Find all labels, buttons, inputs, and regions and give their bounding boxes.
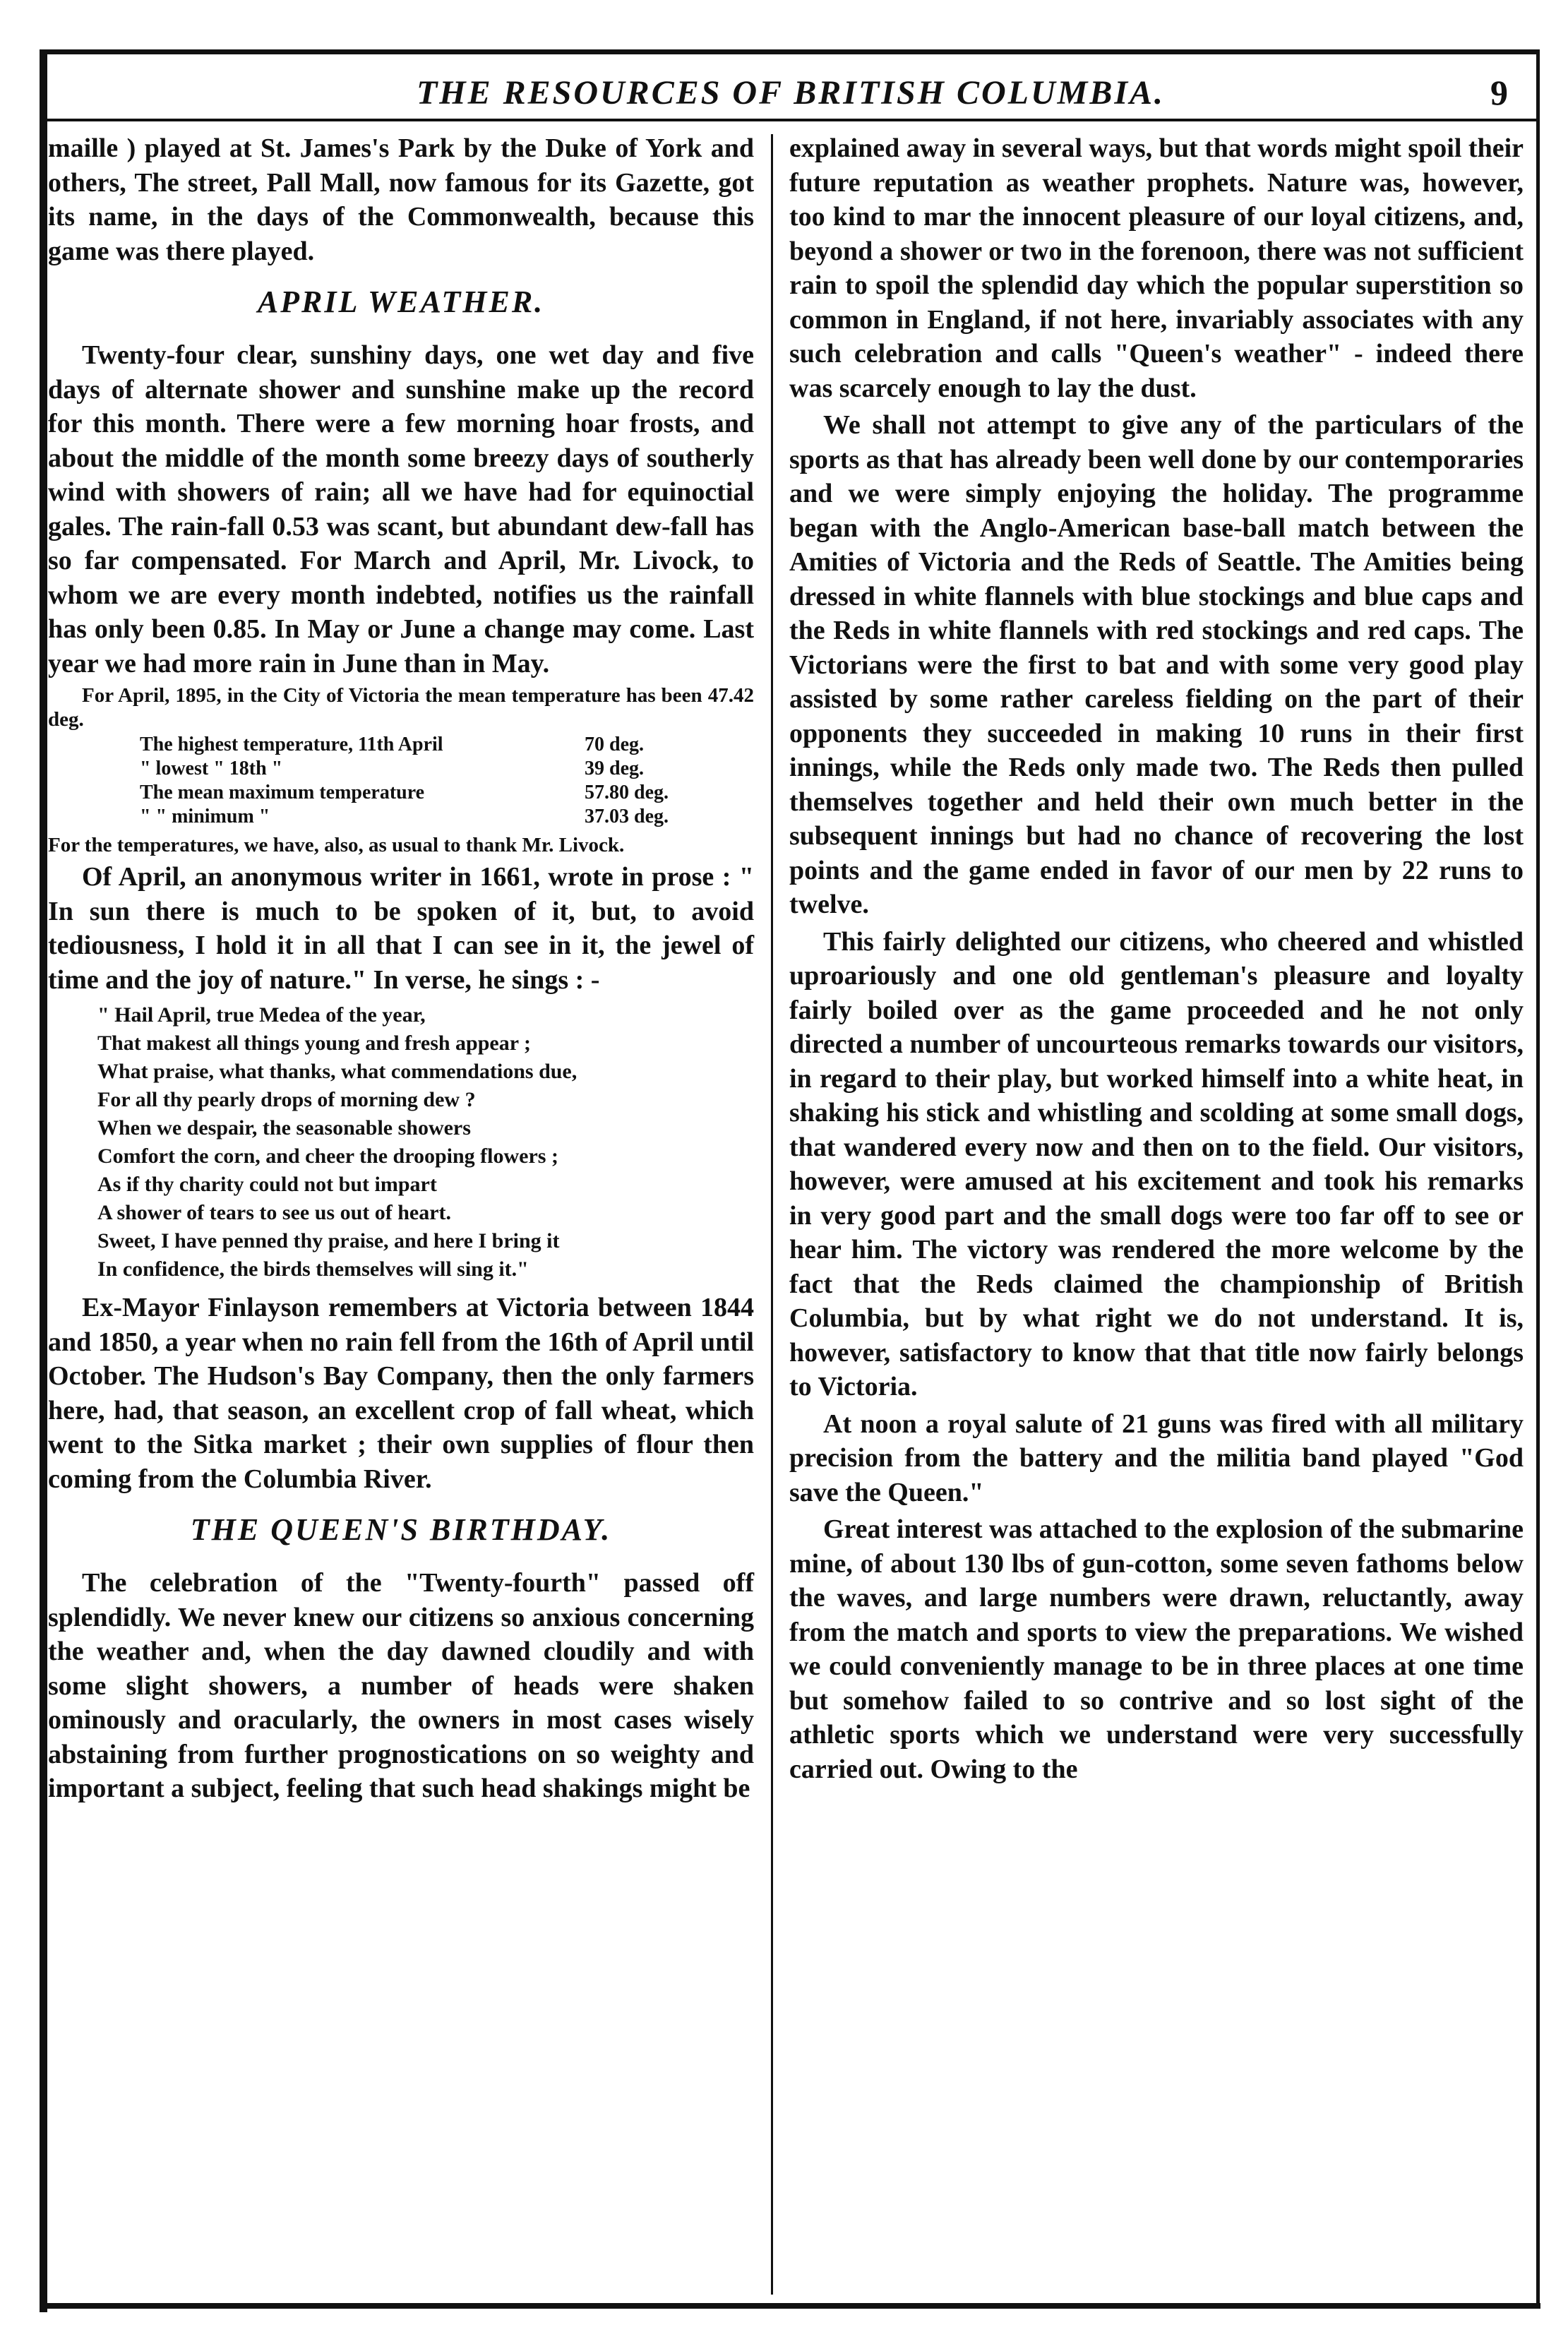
verse-line: " Hail April, true Medea of the year, [97,1003,426,1027]
verse-line: For all thy pearly drops of morning dew ? [97,1088,476,1111]
right-paragraph-5: Great interest was attached to the explosion of the submarine mine, of about 130 lbs of gun-cotton, some seven fathoms below the waves, and large numbers were drawn, reluctantly, away from the match and sports to view the preparations. We wished we could conveniently manage to be in three places at one time but somehow failed to so contrive and so lost sight of the athletic sports which we understand were very successfully carried out. Owing to the [789,1514,1524,1784]
temperature-value: 37.03 deg. [585,806,669,827]
temperature-row [48,733,754,757]
temperature-thanks: For the temperatures, we have, also, as usual to thank Mr. Livock. [48,834,625,856]
temperature-label: The highest temperature, 11th April [140,734,443,755]
verse-line: Comfort the corn, and cheer the drooping flowers ; [97,1144,558,1168]
page-number: 9 [1490,73,1508,112]
verse-line: In confidence, the birds themselves will sing it." [97,1257,529,1281]
temperature-value: 39 deg. [585,758,644,779]
temperature-value: 57.80 deg. [585,782,669,803]
right-paragraph-3: This fairly delighted our citizens, who cheered and whistled uproariously and one old gentleman's pleasure and loyalty fairly boiled over as the game proceeded and he not only directed a number of uncourteous remarks towards our visitors, in regard to their play, but worked himself into a white heat, in shaking his stick and whistling and scolding at some small dogs, that wandered every now and then on to the field. Our visitors, however, were amused at his excitement and took his remarks in very good part and the small dogs were too far off to see or hear him. The victory was rendered the more welcome by the fact that the Reds claimed the championship of British Columbia, but by what right we do not understand. It is, however, satisfactory to know that that title now fairly belongs to Victoria. [789,926,1524,1401]
running-head [45,68,1536,117]
april-paragraph-3: Ex-Mayor Finlayson remembers at Victoria between 1844 and 1850, a year when no rain fell from the 16th of April until October. The Hudson's Bay Company, then the only farmers here, had, that season, an excellent crop of fall wheat, which went to the Sitka market ; their own supplies of flour then coming from the Columbia River. [48,1293,754,1494]
left-column [48,131,754,1806]
right-column [789,131,1524,1786]
temperature-label: " " minimum " [140,806,270,827]
temperature-label: " lowest " 18th " [140,758,283,779]
april-verse [97,1001,754,1284]
page-border-top [44,49,1539,54]
temperature-intro: For April, 1895, in the City of Victoria the mean temperature has been 47.42 deg. [48,684,754,731]
column-divider [771,134,773,2295]
temperature-value: 70 deg. [585,734,644,755]
temperature-row [48,805,754,829]
page-border-bottom [40,2303,1540,2309]
temperature-table [48,733,754,829]
temperature-label: The mean maximum temperature [140,782,425,803]
verse-line: What praise, what thanks, what commendations due, [97,1060,577,1083]
page-border-left [40,49,47,2312]
april-weather-heading: APRIL WEATHER. [257,285,545,319]
right-paragraph-1: explained away in several ways, but that words might spoil their future reputation as weather prophets. Nature was, however, too kind to mar the innocent pleasure of our loyal citizens, and, beyond a shower or two in the forenoon, there was not sufficient rain to spoil the splendid day which the popular superstition so common in England, if not here, invariably associates with any such celebration and calls "Queen's weather" - indeed there was scarcely enough to lay the dust. [789,133,1524,403]
page-border-right [1536,49,1540,2305]
queens-birthday-paragraph-1: The celebration of the "Twenty-fourth" passed off splendidly. We never knew our citizens so anxious concerning the weather and, when the day dawned cloudily and with some slight showers, a number of heads were shaken ominously and oracularly, the owners in most cases wisely abstaining from further prognostications on so weighty and important a subject, feeling that such head shakings might be [48,1568,754,1803]
april-paragraph-1: Twenty-four clear, sunshiny days, one wet day and five days of alternate shower and sunshine make up the record for this month. There were a few morning hoar frosts, and about the middle of the month some breezy days of southerly wind with showers of rain; all we have had for equinoctial gales. The rain-fall 0.53 was scant, but abundant dew-fall has so far compensated. For March and April, Mr. Livock, to whom we are every month indebted, notifies us the rainfall has only been 0.85. In May or June a change may come. Last year we had more rain in June than in May. [48,340,754,678]
verse-line: Sweet, I have penned thy praise, and here I bring it [97,1229,560,1252]
queens-birthday-heading: THE QUEEN'S BIRTHDAY. [190,1512,612,1547]
running-head-title: THE RESOURCES OF BRITISH COLUMBIA. [416,74,1166,112]
right-paragraph-4: At noon a royal salute of 21 guns was fired with all military precision from the battery and the militia band played "God save the Queen." [789,1409,1524,1507]
verse-line: When we despair, the seasonable showers [97,1116,471,1140]
verse-line: That makest all things young and fresh appear ; [97,1032,532,1055]
temperature-row [48,781,754,805]
header-rule [45,119,1536,121]
verse-line: A shower of tears to see us out of heart. [97,1201,452,1224]
continued-paragraph: maille ) played at St. James's Park by the Duke of York and others, The street, Pall Mall, now famous for its Gazette, got its name, in the days of the Commonwealth, because this game was there played. [48,133,754,266]
right-paragraph-2: We shall not attempt to give any of the particulars of the sports as that has already been well done by our contemporaries and we were simply enjoying the holiday. The programme began with the Anglo-American base-ball match between the Amities of Victoria and the Reds of Seattle. The Amities being dressed in white flannels with blue stockings and blue caps and the Reds in white flannels with red stockings and red caps. The Victorians were the first to bat and with some very good play assisted by some rather careless fielding on the part of their opponents they succeeded in making 10 runs in their first innings, while the Reds only made two. The Reds then pulled themselves together and held their own much better in the subsequent innings but had no chance of recovering the lost points and the game ended in favor of our men by 22 runs to twelve. [789,410,1524,919]
verse-line: As if thy charity could not but impart [97,1173,437,1196]
temperature-row [48,757,754,781]
april-paragraph-2: Of April, an anonymous writer in 1661, wrote in prose : " In sun there is much to be spoken of it, but, to avoid tediousness, I hold it in all that I can see in it, the jewel of time and the joy of nature." In verse, he sings : - [48,862,754,995]
